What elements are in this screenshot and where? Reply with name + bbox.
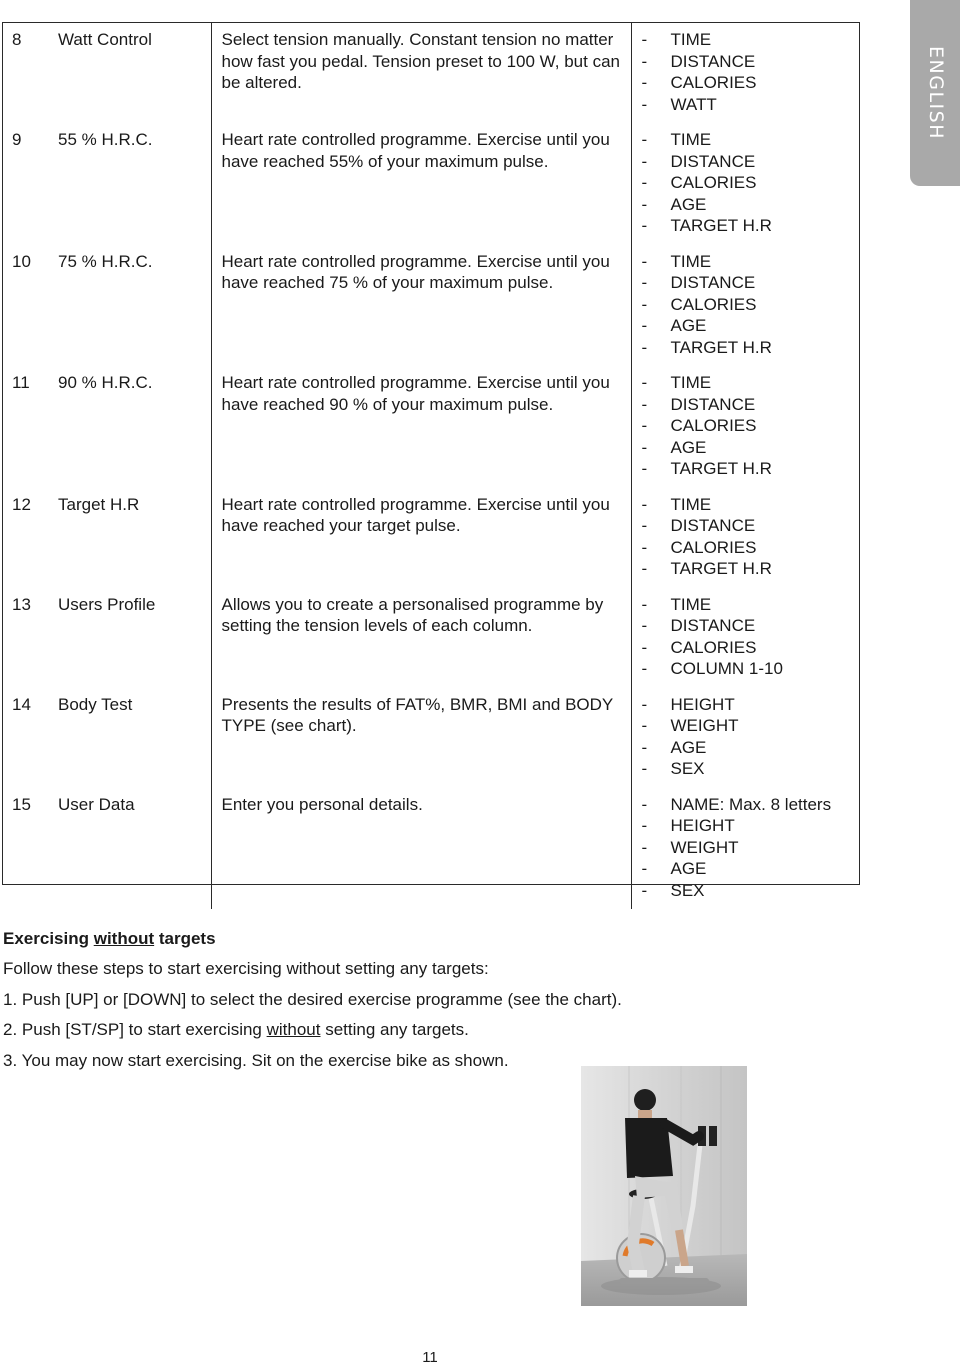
programme-display-values: [631, 122, 860, 244]
display-value-item: - TIME: [641, 494, 712, 514]
display-value-item: - TARGET H.R: [641, 559, 772, 578]
display-value-item: - TARGET H.R: [641, 459, 772, 478]
display-value-item: - HEIGHT: [641, 816, 735, 835]
display-value-item: - AGE: [641, 194, 707, 214]
display-value-item: - DISTANCE: [641, 616, 756, 635]
display-value-item: - CALORIES: [641, 637, 757, 657]
table-row: [2, 587, 860, 687]
display-value-item: - WEIGHT: [641, 837, 739, 857]
programme-name: Watt Control: [58, 30, 152, 49]
display-value-label: WEIGHT: [670, 837, 739, 857]
display-value-label: CALORIES: [670, 173, 757, 192]
display-values-list: [642, 694, 861, 780]
table-row: [2, 22, 860, 122]
programme-description: Presents the results of FAT%, BMR, BMI and BODY TYPE (see chart).: [211, 687, 631, 787]
language-tab: [910, 0, 960, 186]
display-value-label: TARGET H.R: [670, 559, 772, 578]
step-1: 1. Push [UP] or [DOWN] to select the desired exercise programme (see the chart).: [3, 989, 622, 1009]
display-value-label: AGE: [670, 194, 707, 214]
programme-name: Target H.R: [58, 494, 140, 514]
display-value-item: - TIME: [641, 373, 712, 392]
section-intro: Follow these steps to start exercising without setting any targets:: [3, 959, 489, 978]
display-value-item: - DISTANCE: [641, 516, 756, 535]
programme-table-body: [2, 22, 860, 909]
display-value-item: - SEX: [641, 880, 705, 900]
programme-number: 10: [12, 251, 31, 271]
display-value-item: - CALORIES: [641, 294, 757, 314]
display-values-list: [642, 129, 861, 237]
display-value-label: AGE: [670, 737, 707, 757]
table-row: [2, 122, 860, 244]
programme-number: 13: [12, 594, 31, 614]
programme-display-values: [631, 487, 860, 587]
table-row: [2, 487, 860, 587]
display-value-label: TARGET H.R: [670, 216, 772, 235]
display-value-item: - WATT: [641, 94, 717, 114]
display-value-label: TIME: [670, 594, 712, 614]
display-value-label: TIME: [670, 373, 712, 392]
display-value-label: HEIGHT: [670, 694, 735, 714]
display-value-label: AGE: [670, 437, 707, 457]
programme-name: 75 % H.R.C.: [58, 251, 153, 271]
display-value-item: - NAME: Max. 8 letters: [641, 794, 832, 814]
display-value-item: - TIME: [641, 130, 712, 149]
display-value-label: DISTANCE: [670, 394, 756, 414]
display-value-item: - TIME: [641, 594, 712, 614]
display-value-item: - TARGET H.R: [641, 216, 772, 235]
display-value-item: - WEIGHT: [641, 716, 739, 735]
display-value-item: - CALORIES: [641, 416, 757, 435]
display-value-item: - TIME: [641, 30, 712, 49]
display-value-label: TIME: [670, 494, 712, 514]
programme-number: 9: [12, 130, 22, 149]
programme-display-values: [631, 787, 860, 910]
table-row: [2, 244, 860, 366]
programme-name: User Data: [58, 794, 135, 814]
display-value-item: - AGE: [641, 316, 707, 335]
display-value-label: CALORIES: [670, 73, 757, 92]
display-value-label: TARGET H.R: [670, 337, 772, 357]
programme-display-values: [631, 365, 860, 487]
programme-number: 11: [12, 373, 30, 392]
display-values-list: [642, 29, 861, 115]
programme-description: Enter you personal details.: [211, 787, 631, 910]
step-2: 2. Push [ST/SP] to start exercising without setting any targets.: [3, 1020, 469, 1039]
display-value-label: CALORIES: [670, 294, 757, 314]
display-value-label: TIME: [670, 130, 712, 149]
display-value-item: - CALORIES: [641, 173, 757, 192]
display-value-item: - AGE: [641, 737, 707, 757]
programme-display-values: [631, 587, 860, 687]
language-tab-label: ENGLISH: [924, 46, 947, 140]
programme-description: Heart rate controlled programme. Exercise until you have reached 75 % of your maximum pulse.: [211, 244, 631, 366]
step-3: 3. You may now start exercising. Sit on the exercise bike as shown.: [3, 1050, 509, 1070]
display-values-list: [642, 494, 861, 580]
exercise-bike-photo: [581, 1066, 747, 1306]
display-value-label: HEIGHT: [670, 816, 735, 835]
programme-description: Select tension manually. Constant tension no matter how fast you pedal. Tension preset to 100 W, but can be altered.: [211, 22, 631, 122]
programme-number: 12: [12, 494, 31, 514]
display-values-list: [642, 372, 861, 480]
display-value-label: DISTANCE: [670, 273, 756, 292]
display-value-label: TIME: [670, 251, 712, 271]
programme-description: Heart rate controlled programme. Exercise until you have reached 55% of your maximum pulse.: [211, 122, 631, 244]
display-value-label: DISTANCE: [670, 51, 756, 71]
display-value-label: COLUMN 1-10: [670, 659, 783, 678]
display-value-item: - TARGET H.R: [641, 337, 772, 357]
display-value-item: - DISTANCE: [641, 51, 756, 71]
display-value-label: DISTANCE: [670, 616, 756, 635]
display-value-label: DISTANCE: [670, 151, 756, 171]
programme-description: Heart rate controlled programme. Exercise until you have reached 90 % of your maximum pulse.: [211, 365, 631, 487]
display-value-label: SEX: [670, 880, 705, 900]
programme-display-values: [631, 687, 860, 787]
display-value-label: TARGET H.R: [670, 459, 772, 478]
display-value-item: - DISTANCE: [641, 151, 756, 171]
display-value-label: AGE: [670, 316, 707, 335]
programme-name: 55 % H.R.C.: [58, 130, 153, 149]
page-number: 11: [422, 1349, 438, 1366]
programme-display-values: [631, 22, 860, 122]
display-values-list: [642, 594, 861, 680]
table-row: [2, 365, 860, 487]
display-value-label: WATT: [670, 94, 717, 114]
programme-description: Heart rate controlled programme. Exercise until you have reached your target pulse.: [211, 487, 631, 587]
exercise-without-targets-section: [3, 928, 903, 1071]
table-row: [2, 787, 860, 910]
display-value-label: AGE: [670, 859, 707, 878]
display-value-item: - DISTANCE: [641, 394, 756, 414]
display-value-item: - CALORIES: [641, 537, 757, 557]
display-values-list: [642, 251, 861, 359]
programme-number: 8: [12, 30, 22, 49]
display-value-label: DISTANCE: [670, 516, 756, 535]
display-value-label: CALORIES: [670, 416, 757, 435]
display-value-item: - CALORIES: [641, 73, 757, 92]
display-value-label: TIME: [670, 30, 712, 49]
table-row: [2, 687, 860, 787]
display-value-item: - SEX: [641, 759, 705, 778]
programme-name: Users Profile: [58, 594, 156, 614]
display-values-list: [642, 794, 861, 902]
display-value-label: CALORIES: [670, 537, 757, 557]
display-value-item: - TIME: [641, 251, 712, 271]
steps-list: [3, 989, 903, 1072]
display-value-item: - AGE: [641, 437, 707, 457]
programme-display-values: [631, 244, 860, 366]
programme-name: 90 % H.R.C.: [58, 373, 153, 392]
display-value-label: SEX: [670, 759, 705, 778]
display-value-item: - DISTANCE: [641, 273, 756, 292]
programme-number: 15: [12, 794, 31, 814]
display-value-item: - COLUMN 1-10: [641, 659, 783, 678]
programme-number: 14: [12, 694, 31, 714]
display-value-item: - HEIGHT: [641, 694, 735, 714]
display-value-label: CALORIES: [670, 637, 757, 657]
section-heading: Exercising without targets: [3, 929, 216, 948]
display-value-label: WEIGHT: [670, 716, 739, 735]
programme-name: Body Test: [58, 694, 133, 714]
display-value-item: - AGE: [641, 859, 707, 878]
programme-description: Allows you to create a personalised programme by setting the tension levels of each column.: [211, 587, 631, 687]
display-value-label: NAME: Max. 8 letters: [670, 794, 832, 814]
programme-table: [2, 22, 860, 909]
